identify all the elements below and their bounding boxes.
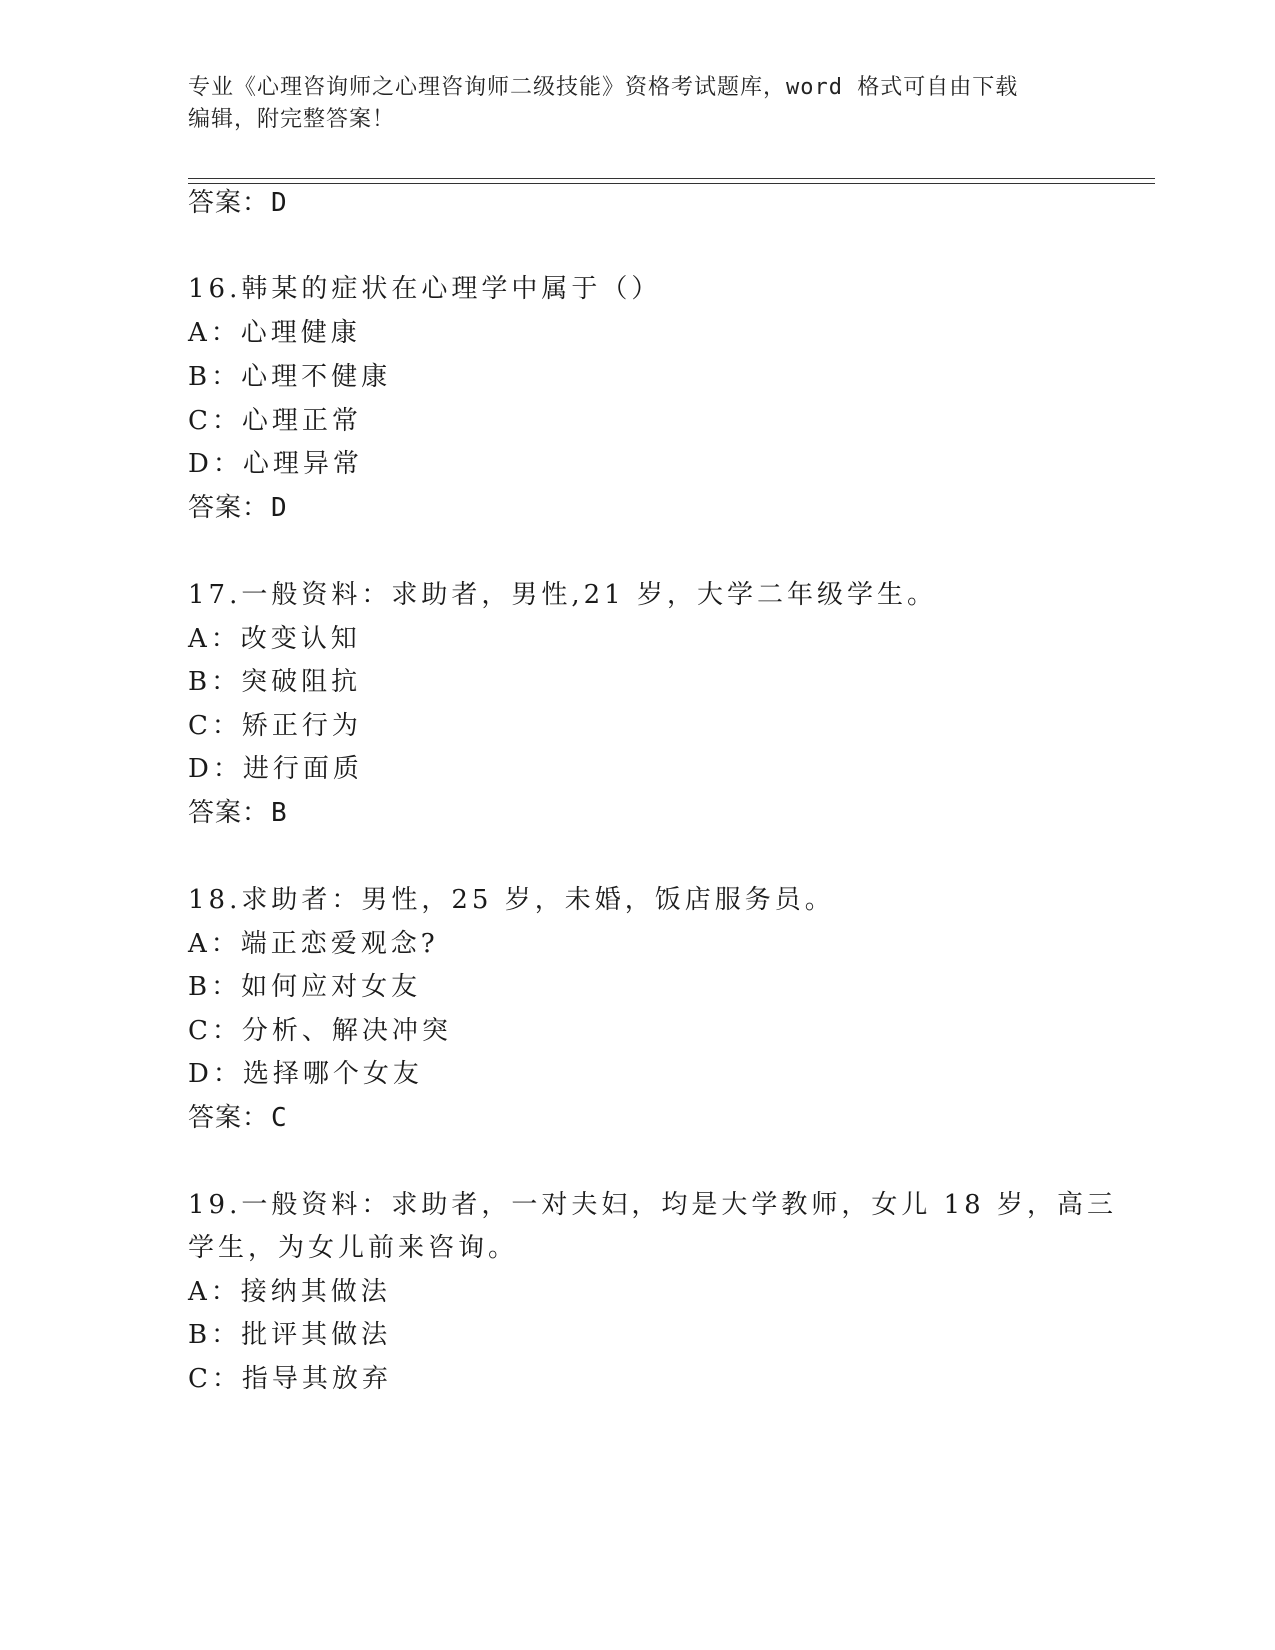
question-18-option-c: C：分析、解决冲突 [188,1016,452,1046]
question-19-option-b: B：批评其做法 [188,1320,392,1350]
question-18-option-d: D：选择哪个女友 [188,1059,423,1089]
question-18-answer [188,1101,288,1135]
question-18-text: 18.求助者：男性，25 岁，未婚，饭店服务员。 [188,885,835,915]
answer-value: C [271,1103,288,1133]
question-16-option-b: B：心理不健康 [188,362,392,392]
question-18-option-a: A：端正恋爱观念? [188,929,439,959]
question-17-answer [188,796,288,830]
answer-line-top [188,186,288,220]
question-16-text: 16.韩某的症状在心理学中属于（） [188,274,662,304]
header-line-2: 编辑，附完整答案！ [188,107,396,132]
question-17-option-a: A：改变认知 [188,624,361,654]
header-line-1: 专业《心理咨询师之心理咨询师二级技能》资格考试题库，word 格式可自由下载 [188,75,1019,100]
answer-label: 答案： [188,1103,270,1133]
question-19-text-line-1: 19.一般资料：求助者，一对夫妇，均是大学教师，女儿 18 岁，高三 [188,1190,1117,1220]
answer-value: D [271,188,288,218]
answer-value: D [271,493,288,523]
header-divider-top [188,178,1155,179]
question-17-option-d: D：进行面质 [188,754,363,784]
question-17-text: 17.一般资料：求助者，男性,21 岁，大学二年级学生。 [188,580,937,610]
answer-label: 答案： [188,188,270,218]
question-18-option-b: B：如何应对女友 [188,972,422,1002]
question-19-text-line-2: 学生，为女儿前来咨询。 [188,1233,519,1263]
question-17-option-b: B：突破阻抗 [188,667,362,697]
question-19-option-c: C：指导其放弃 [188,1364,392,1394]
question-17-option-c: C：矫正行为 [188,711,362,741]
question-16-option-a: A：心理健康 [188,318,361,348]
question-16-answer [188,491,288,525]
header-divider-bottom [188,183,1155,184]
answer-label: 答案： [188,493,270,523]
question-16-option-c: C：心理正常 [188,406,362,436]
answer-label: 答案： [188,798,270,828]
question-19-option-a: A：接纳其做法 [188,1277,391,1307]
document-header [188,72,1088,136]
question-16-option-d: D：心理异常 [188,449,363,479]
answer-value: B [271,798,288,828]
